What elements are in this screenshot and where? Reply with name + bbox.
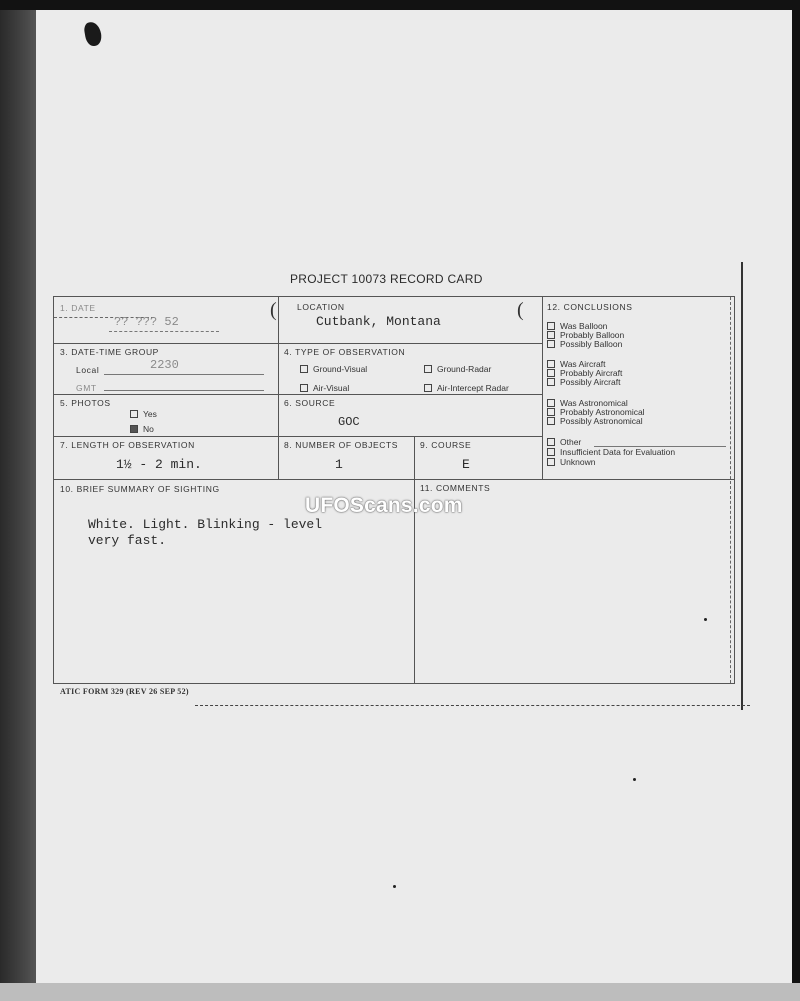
summary-line-2: very fast. bbox=[88, 533, 167, 548]
option-label: Air-Visual bbox=[313, 383, 350, 393]
card-title: PROJECT 10073 RECORD CARD bbox=[290, 272, 483, 286]
checkbox-icon bbox=[547, 378, 555, 386]
conclusion-label: Possibly Balloon bbox=[560, 339, 623, 349]
length-of-observation-value: 1½ - 2 min. bbox=[116, 457, 202, 472]
conclusion-label: Unknown bbox=[560, 457, 596, 467]
card-edge-right bbox=[741, 262, 743, 710]
summary-label: 10. BRIEF SUMMARY OF SIGHTING bbox=[60, 484, 220, 494]
checkbox-icon bbox=[424, 384, 432, 392]
course-label: 9. COURSE bbox=[420, 440, 472, 450]
comments-label: 11. COMMENTS bbox=[420, 483, 491, 493]
number-of-objects-value: 1 bbox=[335, 457, 343, 472]
bracket-mark: ( bbox=[517, 299, 524, 321]
conclusion-label: Other bbox=[560, 437, 582, 447]
local-rule bbox=[104, 374, 264, 375]
checked-box-icon bbox=[130, 425, 138, 433]
watermark: UFOScans.com bbox=[305, 494, 463, 517]
photos-yes-option bbox=[130, 409, 157, 419]
bracket-mark: ( bbox=[270, 299, 277, 321]
scan-border-top bbox=[0, 0, 800, 10]
conclusion-label: Probably Balloon bbox=[560, 330, 625, 340]
location-label: LOCATION bbox=[297, 302, 345, 312]
grid-line bbox=[54, 436, 542, 437]
date-value: ?? ??? 52 bbox=[114, 315, 179, 329]
length-of-observation-label: 7. LENGTH OF OBSERVATION bbox=[60, 440, 195, 450]
conclusion-label: Was Astronomical bbox=[560, 398, 628, 408]
checkbox-icon bbox=[300, 384, 308, 392]
photos-label: 5. PHOTOS bbox=[60, 398, 111, 408]
checkbox-icon bbox=[130, 410, 138, 418]
option-label: No bbox=[143, 424, 154, 434]
number-of-objects-label: 8. NUMBER OF OBJECTS bbox=[284, 440, 399, 450]
grid-line bbox=[54, 479, 734, 480]
checkbox-icon bbox=[424, 365, 432, 373]
option-ground-radar bbox=[424, 364, 491, 374]
conclusion-item bbox=[547, 447, 675, 457]
location-value: Cutbank, Montana bbox=[316, 314, 441, 329]
conclusion-item bbox=[547, 437, 581, 447]
form-id: ATIC FORM 329 (REV 26 SEP 52) bbox=[60, 687, 189, 696]
conclusion-label: Was Balloon bbox=[560, 321, 608, 331]
option-label: Ground-Radar bbox=[437, 364, 492, 374]
scan-border-left bbox=[0, 10, 36, 1001]
option-air-visual bbox=[300, 383, 349, 393]
checkbox-icon bbox=[300, 365, 308, 373]
date-label: 1. DATE bbox=[60, 303, 96, 313]
photos-no-option bbox=[130, 424, 154, 434]
dust-speck bbox=[633, 778, 636, 781]
gmt-label: GMT bbox=[76, 383, 97, 393]
scan-border-bottom bbox=[0, 983, 800, 1001]
conclusion-label: Was Aircraft bbox=[560, 359, 606, 369]
grid-line bbox=[730, 297, 731, 683]
conclusion-label: Insufficient Data for Evaluation bbox=[560, 447, 676, 457]
local-label: Local bbox=[76, 365, 100, 375]
checkbox-icon bbox=[547, 417, 555, 425]
conclusion-label: Possibly Astronomical bbox=[560, 416, 643, 426]
checkbox-icon bbox=[547, 369, 555, 377]
conclusion-item bbox=[547, 339, 622, 349]
conclusion-label: Possibly Aircraft bbox=[560, 377, 621, 387]
option-label: Ground-Visual bbox=[313, 364, 368, 374]
conclusions-label: 12. CONCLUSIONS bbox=[547, 302, 633, 312]
checkbox-icon bbox=[547, 360, 555, 368]
course-value: E bbox=[462, 457, 470, 472]
conclusion-label: Probably Aircraft bbox=[560, 368, 623, 378]
option-label: Yes bbox=[143, 409, 157, 419]
conclusion-item bbox=[547, 377, 620, 387]
conclusion-item bbox=[547, 457, 595, 467]
option-air-intercept-radar bbox=[424, 383, 509, 393]
date-time-group-label: 3. DATE-TIME GROUP bbox=[60, 347, 159, 357]
checkbox-icon bbox=[547, 322, 555, 330]
checkbox-icon bbox=[547, 458, 555, 466]
record-card bbox=[53, 296, 735, 684]
grid-line bbox=[414, 436, 415, 683]
source-label: 6. SOURCE bbox=[284, 398, 336, 408]
conclusion-item bbox=[547, 416, 643, 426]
grid-line bbox=[54, 394, 542, 395]
summary-line-1: White. Light. Blinking - level bbox=[88, 517, 323, 532]
date-rule bbox=[109, 331, 219, 332]
checkbox-icon bbox=[547, 438, 555, 446]
grid-line bbox=[542, 297, 543, 479]
card-edge-bottom bbox=[195, 705, 750, 706]
checkbox-icon bbox=[547, 331, 555, 339]
dust-speck bbox=[393, 885, 396, 888]
checkbox-icon bbox=[547, 448, 555, 456]
grid-line bbox=[54, 343, 542, 344]
local-time-value: 2230 bbox=[150, 358, 179, 372]
checkbox-icon bbox=[547, 399, 555, 407]
gmt-rule bbox=[104, 390, 264, 391]
option-label: Air-Intercept Radar bbox=[437, 383, 509, 393]
type-of-observation-label: 4. TYPE OF OBSERVATION bbox=[284, 347, 406, 357]
source-value: GOC bbox=[338, 415, 360, 429]
checkbox-icon bbox=[547, 340, 555, 348]
option-ground-visual bbox=[300, 364, 367, 374]
grid-line bbox=[278, 297, 279, 479]
checkbox-icon bbox=[547, 408, 555, 416]
conclusion-label: Probably Astronomical bbox=[560, 407, 645, 417]
